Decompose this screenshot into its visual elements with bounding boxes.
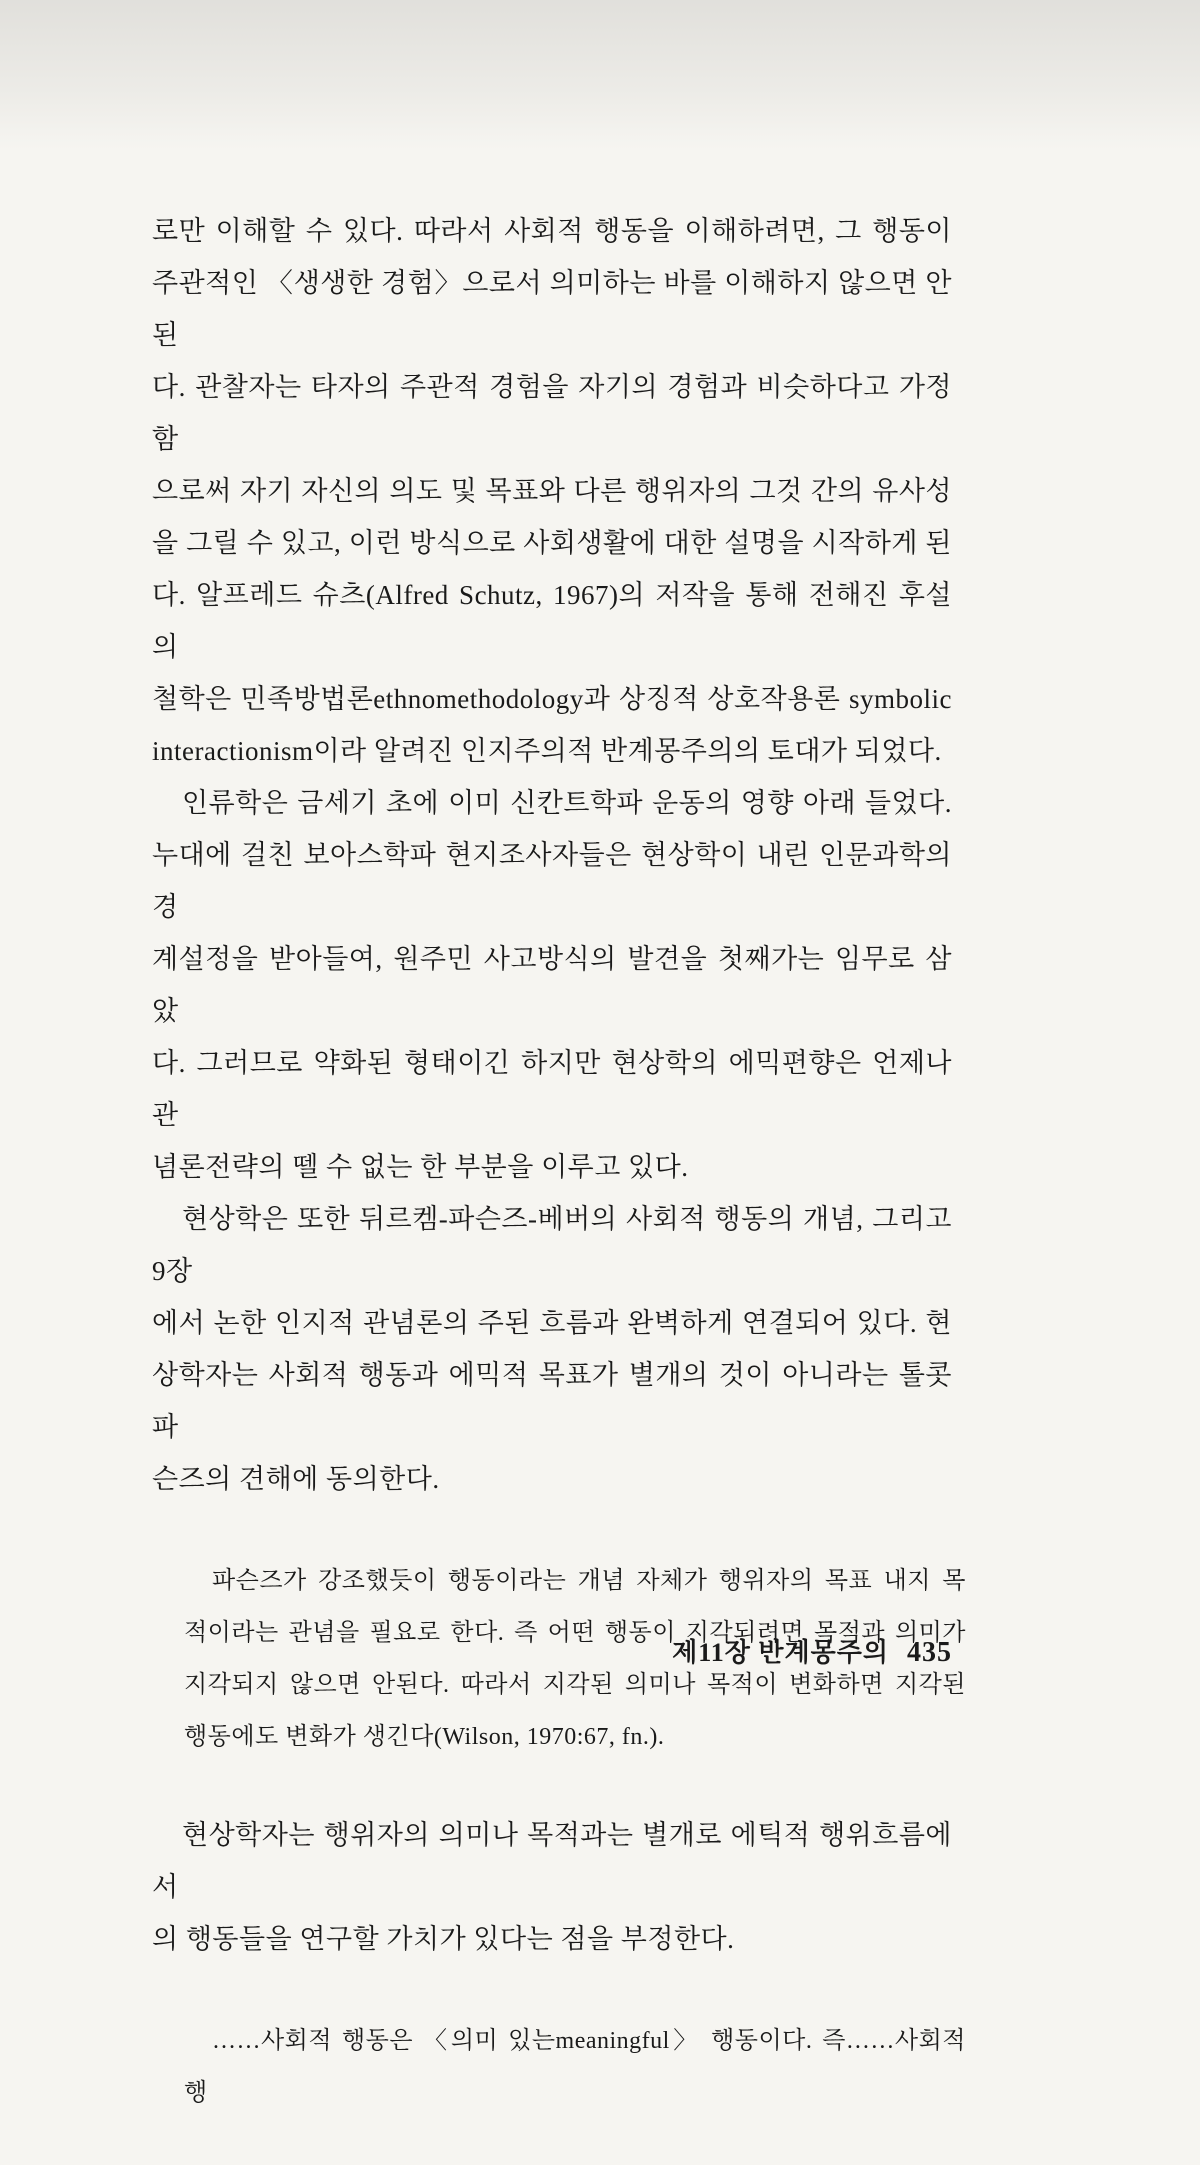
text-line: 다. 그러므로 약화된 형태이긴 하지만 현상학의 에믹편향은 언제나 관 [152,1048,952,1130]
text-line: ……사회적 행동은 〈의미 있는meaningful〉 행동이다. 즉……사회적 행 [184,2028,966,2106]
text-line: 지각되지 않으면 안된다. 따라서 지각된 의미나 목적이 변화하면 지각된 [184,1672,966,1698]
paragraph [152,777,952,1193]
text-line: 적이라는 관념을 필요로 한다. 즉 어떤 행동이 지각되려면 목적과 의미가 [184,1620,966,1646]
text-line: 철학은 민족방법론ethnomethodology과 상징적 상호작용론 symbolic [152,684,952,714]
running-title: 제11장 반계몽주의 [672,1638,889,1667]
text-line: interactionism이라 알려진 인지주의적 반계몽주의의 토대가 되었다. [152,736,942,766]
page-footer [152,1632,952,1669]
scan-shading [0,0,1200,150]
text-line: 다. 알프레드 슈츠(Alfred Schutz, 1967)의 저작을 통해 전해진 후설의 [152,580,952,662]
text-body [152,205,966,2165]
text-line: 을 그릴 수 있고, 이런 방식으로 사회생활에 대한 설명을 시작하게 된 [152,528,952,558]
block-quote [184,2015,966,2119]
text-line: 현상학은 또한 뒤르켐-파슨즈-베버의 사회적 행동의 개념, 그리고 9장 [152,1204,952,1286]
text-line: 념론전략의 뗄 수 없는 한 부분을 이루고 있다. [152,1152,689,1182]
text-line: 상학자는 사회적 행동과 에믹적 목표가 별개의 것이 아니라는 톨콧 파 [152,1360,952,1442]
text-line: 현상학자는 행위자의 의미나 목적과는 별개로 에틱적 행위흐름에서 [152,1820,952,1902]
text-line: 다. 관찰자는 타자의 주관적 경험을 자기의 경험과 비슷하다고 가정함 [152,372,952,454]
page-number: 435 [907,1637,952,1668]
paragraph [152,205,952,777]
text-line: 슨즈의 견해에 동의한다. [152,1464,440,1494]
text-line: 인류학은 금세기 초에 이미 신칸트학파 운동의 영향 아래 들었다. [182,788,952,818]
text-line: 으로써 자기 자신의 의도 및 목표와 다른 행위자의 그것 간의 유사성 [152,476,952,506]
text-line: 파슨즈가 강조했듯이 행동이라는 개념 자체가 행위자의 목표 내지 목 [212,1568,966,1594]
paragraph [152,1809,952,1965]
text-line: 주관적인 〈생생한 경험〉으로서 의미하는 바를 이해하지 않으면 안된 [152,268,952,350]
text-line: 계설정을 받아들여, 원주민 사고방식의 발견을 첫째가는 임무로 삼았 [152,944,952,1026]
text-line: 의 행동들을 연구할 가치가 있다는 점을 부정한다. [152,1924,735,1954]
text-line: 에서 논한 인지적 관념론의 주된 흐름과 완벽하게 연결되어 있다. 현 [152,1308,952,1338]
text-line: 누대에 걸친 보아스학파 현지조사자들은 현상학이 내린 인문과학의 경 [152,840,952,922]
text-line: 로만 이해할 수 있다. 따라서 사회적 행동을 이해하려면, 그 행동이 [152,216,952,246]
paragraph [152,1193,952,1505]
text-line: 행동에도 변화가 생긴다(Wilson, 1970:67, fn.). [184,1724,665,1750]
